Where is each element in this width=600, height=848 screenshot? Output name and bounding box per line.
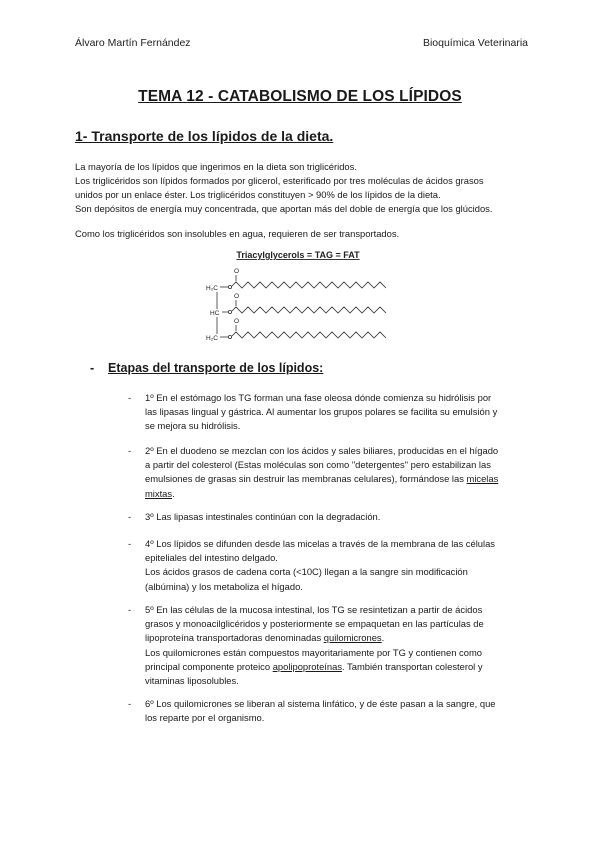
item-line: las lipasas lingual y gástrica. Al aumentar los grupos polares se facilita su emulsión y	[145, 406, 498, 418]
list-item	[128, 697, 533, 725]
list-item	[128, 444, 533, 501]
carbon-label-1: H₂C	[206, 285, 218, 292]
item-line: se mejora su hidrólisis.	[145, 420, 241, 432]
transport-note: Como los triglicéridos son insolubles en agua, requieren de ser transportados.	[75, 228, 400, 239]
item-text: .	[172, 487, 175, 499]
item-text: principal componente proteico	[145, 660, 273, 672]
item-line	[145, 472, 533, 486]
list-item	[128, 391, 533, 434]
carbon-label-2: HC	[210, 310, 220, 317]
term-mixtas: mixtas	[145, 487, 173, 499]
item-line: 3º Las lipasas intestinales continúan con la degradación.	[145, 511, 381, 522]
intro-line: Son depósitos de energía muy concentrada, que aportan más del doble de energía que los glúcidos.	[75, 203, 493, 214]
item-line: Los quilomicrones están compuestos mayoritariamente por TG y contienen como	[145, 646, 482, 658]
item-text: lipoproteína transportadoras denominadas	[145, 632, 324, 644]
list-item	[128, 537, 533, 594]
header-subject: Bioquímica Veterinaria	[422, 37, 528, 49]
header-author: Álvaro Martín Fernández	[75, 37, 191, 49]
item-line: a partir del colesterol (Estas moléculas son como "detergentes" pero estabilizan las	[145, 459, 491, 471]
item-line: Los ácidos grasos de cadena corta (<10C) llegan a la sangre sin modificación	[145, 566, 468, 578]
item-line: 4º Los lípidos se difunden desde las micelas a través de la membrana de las células	[145, 538, 495, 549]
item-line: epiteliales del intestino delgado.	[145, 552, 278, 564]
item-line	[145, 631, 533, 645]
intro-line: La mayoría de los lípidos que ingerimos en la dieta son triglicéridos.	[75, 161, 357, 172]
heading-dash: -	[90, 361, 95, 375]
list-bullet: -	[128, 538, 132, 549]
intro-line: unidos por un enlace éster. Los triglicéridos constituyen > 90% de los lípidos de la dieta.	[75, 189, 441, 200]
intro-paragraph	[75, 160, 530, 216]
item-line: 2º En el duodeno se mezclan con los ácidos y sales biliares, producidas en el hígado	[145, 445, 499, 456]
stages-heading	[90, 361, 323, 375]
list-item	[128, 510, 533, 524]
item-text: emulsiones de grasas sin destruir las membranas celulares), formándose las	[145, 473, 464, 485]
item-line	[145, 487, 533, 501]
intro-line: Los triglicéridos son lípidos formados por glicerol, esterificado por tres moléculas de ácidos grasos	[75, 175, 484, 186]
list-bullet: -	[128, 445, 132, 456]
item-text: . También transportan colesterol y	[342, 660, 483, 672]
item-line: los reparte por el organismo.	[145, 712, 265, 724]
list-bullet: -	[128, 511, 132, 522]
item-line	[145, 660, 533, 674]
list-item	[128, 603, 533, 688]
oxygen-label-2: O	[234, 293, 240, 300]
triglyceride-figure	[204, 246, 394, 348]
item-line: grasos y monoacilglicéridos y posteriormente se empaquetan en las partículas de	[145, 618, 484, 630]
item-line: vitaminas liposolubles.	[145, 675, 239, 687]
item-line: 5º En las células de la mucosa intestinal, los TG se resintetizan a partir de ácidos	[145, 604, 483, 615]
stages-heading-text: Etapas del transporte de los lípidos:	[108, 361, 324, 375]
list-bullet: -	[128, 392, 132, 403]
section-heading: 1- Transporte de los lípidos de la dieta.	[75, 128, 334, 144]
item-line: 1º En el estómago los TG forman una fase oleosa dónde comienza su hidrólisis por	[145, 392, 492, 403]
figure-caption: Triacylglycerols = TAG = FAT	[236, 250, 360, 260]
oxygen-label-3: O	[234, 318, 240, 325]
item-text: .	[381, 632, 385, 644]
oxygen-label-1: O	[234, 268, 240, 275]
carbon-label-3: H₂C	[206, 335, 218, 342]
term-micelas: micelas	[466, 473, 499, 485]
item-line: (albúmina) y los metaboliza el hígado.	[145, 580, 303, 592]
list-bullet: -	[128, 698, 132, 709]
list-bullet: -	[128, 604, 132, 615]
term-apolipoproteinas: apolipoproteínas	[272, 660, 343, 672]
page-title: TEMA 12 - CATABOLISMO DE LOS LÍPIDOS	[138, 88, 462, 105]
term-quilomicrones: quilomicrones	[323, 632, 382, 644]
item-line: 6º Los quilomicrones se liberan al sistema linfático, y de éste pasan a la sangre, que	[145, 698, 496, 709]
